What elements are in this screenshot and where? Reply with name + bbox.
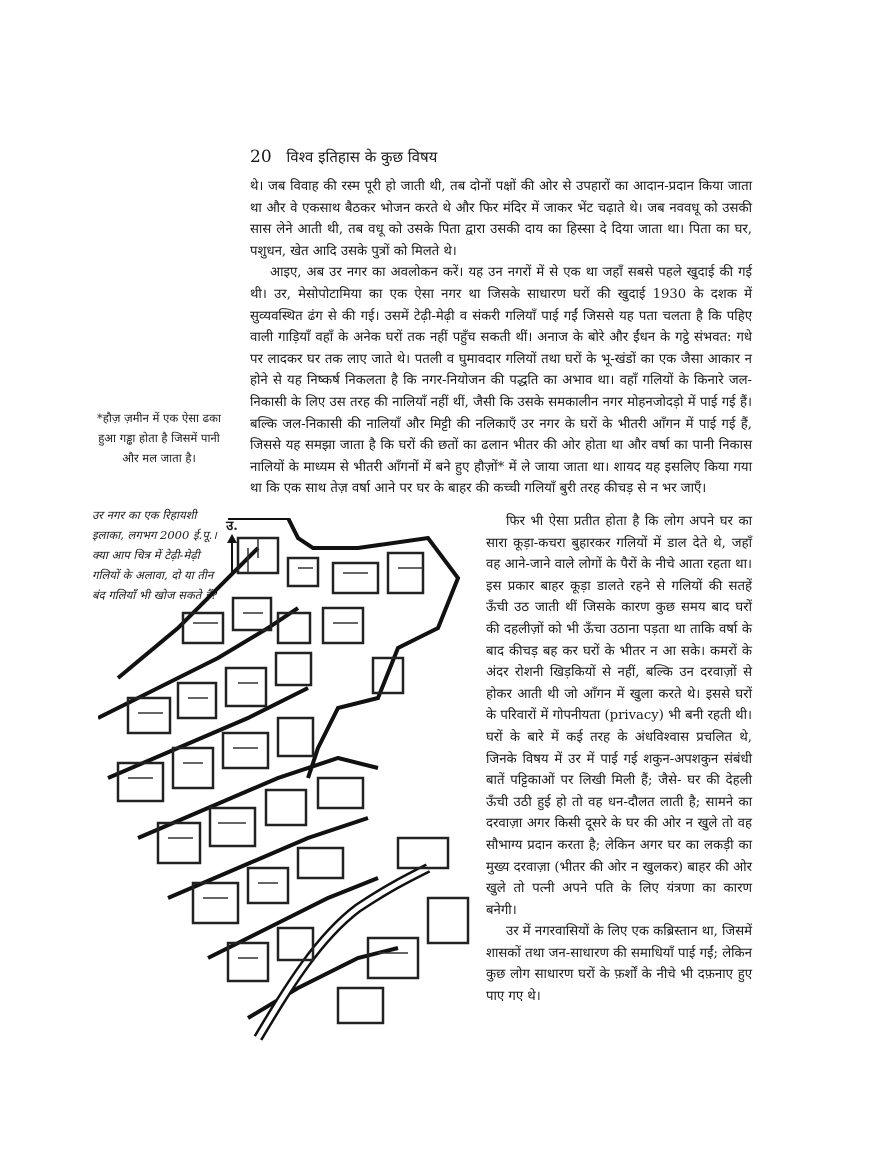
footnote: *हौज़ ज़मीन में एक ऐसा ढका हुआ गड्ढा होता है जिसमें पानी और मल जाता है। xyxy=(97,411,221,465)
right-column-text xyxy=(486,511,752,1008)
ur-city-plan-map xyxy=(98,518,478,1048)
page-header xyxy=(250,147,437,167)
paragraph-2: आइए, अब उर नगर का अवलोकन करें। यह उन नगरों में से एक था जहाँ सबसे पहले खुदाई की गई थी। उर, मेसोपोटामिया का एक ऐसा नगर था जिसके साधारण घरों की खुदाई 1930 के दशक में सुव्यवस्थित ढंग से की गई। उसमें टेढ़ी-मेढ़ी व संकरी गलियाँ पाई गईं जिससे यह पता चलता है कि पहिए वाली गाड़ियाँ वहाँ के अनेक घरों तक नहीं पहुँच सकती थीं। अनाज के बोरे और ईंधन के गट्ठे संभवत: गधे पर लादकर घर तक लाए जाते थे। पतली व घुमावदार गलियों तथा घरों के भू-खंडों का एक जैसा आकार न होने से यह निष्कर्ष निकलता है कि नगर-नियोजन की पद्धति का अभाव था। वहाँ गलियों के किनारे जल-निकासी के लिए उस तरह की नालियाँ नहीं थीं, जैसी कि उसके समकालीन नगर मोहनजोदड़ो में पाई गई हैं। बल्कि जल-निकासी की नालियाँ और मिट्टी की नलिकाएँ उर नगर के घरों के भीतरी आँगन में पाई गई हैं, जिससे यह समझा जाता है कि घरों की छतों का ढलान भीतर की ओर होता था और वर्षा का पानी निकास नालियों के माध्यम से भीतरी आँगनों में बने हुए हौज़ों* में ले जाया जाता था। शायद यह इसलिए किया गया था कि एक साथ तेज़ वर्षा आने पर घर के बाहर की कच्ची गलियाँ बुरी तरह कीचड़ से न भर जाएँ। xyxy=(250,265,752,497)
page-number: 20 xyxy=(250,147,272,167)
paragraph-4: उर में नगरवासियों के लिए एक कब्रिस्तान था, जिसमें शासकों तथा जन-साधारण की समाधियाँ पाई गईं; लेकिन कुछ लोग साधारण घरों के फ़र्शों के नीचे भी दफ़नाए हुए पाए गए थे। xyxy=(486,924,753,1005)
main-text xyxy=(250,176,752,500)
north-label: उ. xyxy=(226,519,238,534)
figure-caption: उर नगर का एक रिहायशी इलाका, लगभग 2000 ई.पू.। क्या आप चित्र में टेढ़ी-मेढ़ी गलियों के अलावा, दो या तीन बंद गलियाँ भी खोज सकते हैं? xyxy=(92,508,218,602)
paragraph-1: थे। जब विवाह की रस्म पूरी हो जाती थी, तब दोनों पक्षों की ओर से उपहारों का आदान-प्रदान किया जाता था और वे एकसाथ बैठकर भोजन करते थे और फिर मंदिर में जाकर भेंट चढ़ाते थे। जब नववधू को उसकी सास लेने आती थी, तब वधू को उसके पिता द्वारा उसकी दाय का हिस्सा दे दिया जाता था। पिता का घर, पशुधन, खेत आदि उसके पुत्रों को मिलते थे। xyxy=(250,179,752,259)
running-title: विश्व इतिहास के कुछ विषय xyxy=(286,148,438,166)
paragraph-3: फिर भी ऐसा प्रतीत होता है कि लोग अपने घर का सारा कूड़ा-कचरा बुहारकर गलियों में डाल देते थे, जहाँ वह आने-जाने वाले लोगों के पैरों के नीचे आता रहता था। इस प्रकार बाहर कूड़ा डालते रहने से गलियों की सतहें ऊँची उठ जाती थीं जिसके कारण कुछ समय बाद घरों की दहलीज़ों को भी ऊँचा उठाना पड़ता था ताकि वर्षा के बाद कीचड़ बह कर घरों के भीतर न आ सके। कमरों के अंदर रोशनी खिड़कियों से नहीं, बल्कि उन दरवाज़ों से होकर आती थी जो आँगन में खुला करते थे। इससे घरों के परिवारों में गोपनीयता (privacy) भी बनी रहती थी। घरों के बारे में कई तरह के अंधविश्वास प्रचलित थे, जिनके विषय में उर में पाई गई शकुन-अपशकुन संबंधी बातें पट्टिकाओं पर लिखी मिली हैं; जैसे- घर की देहली ऊँची उठी हुई हो तो वह धन-दौलत लाती है; सामने का दरवाज़ा अगर किसी दूसरे के घर की ओर न खुले तो वह सौभाग्य प्रदान करता है; लेकिन अगर घर का लकड़ी का मुख्य दरवाज़ा (भीतर की ओर न खुलकर) बाहर की ओर खुले तो पत्नी अपने पति के लिए यंत्रणा का कारण बनेगी। xyxy=(486,514,752,918)
